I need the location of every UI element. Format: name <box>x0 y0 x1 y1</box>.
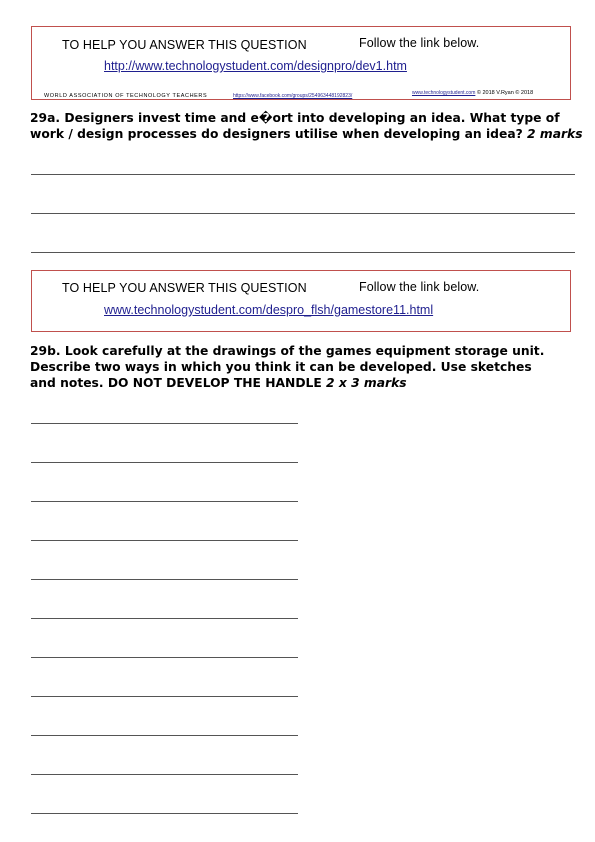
question-29b-text: 29b. Look carefully at the drawings of the games equipment storage unit. Describe two ways in which you think it can be developed. Use sketches and notes. DO NOT DEVELOP THE HANDLE <box>30 344 545 390</box>
answer-line[interactable] <box>31 696 298 697</box>
site-link[interactable]: www.technologystudent.com <box>412 90 476 96</box>
dev1-link[interactable]: http://www.technologystudent.com/designpro/dev1.htm <box>104 59 407 73</box>
answer-line[interactable] <box>31 213 575 214</box>
answer-line[interactable] <box>31 462 298 463</box>
follow-link-text: Follow the link below. <box>359 36 480 50</box>
answer-line[interactable] <box>31 501 298 502</box>
help-box-2 <box>31 270 571 332</box>
answer-line[interactable] <box>31 618 298 619</box>
answer-line[interactable] <box>31 579 298 580</box>
question-29a <box>30 110 585 142</box>
facebook-link[interactable]: https://www.facebook.com/groups/254963448192823/ <box>233 93 353 99</box>
question-29a-marks: 2 marks <box>527 127 583 141</box>
answer-line[interactable] <box>31 774 298 775</box>
gamestore-link[interactable]: www.technologystudent.com/despro_flsh/gamestore11.html <box>104 303 434 317</box>
copyright-text: © 2018 V.Ryan © 2018 <box>476 90 534 96</box>
question-29a-text: 29a. Designers invest time and e�ort into developing an idea. What type of work / design processes do designers utilise when developing an idea? <box>30 111 560 141</box>
help-box-1 <box>31 26 571 100</box>
answer-line[interactable] <box>31 174 575 175</box>
answer-line[interactable] <box>31 252 575 253</box>
watt-label: WORLD ASSOCIATION OF TECHNOLOGY TEACHERS <box>44 93 208 99</box>
copyright-footer <box>412 90 533 96</box>
follow-link-text: Follow the link below. <box>359 280 480 294</box>
question-29b-marks: 2 x 3 marks <box>326 376 407 390</box>
answer-line[interactable] <box>31 423 298 424</box>
answer-line[interactable] <box>31 813 298 814</box>
answer-line[interactable] <box>31 540 298 541</box>
help-heading: TO HELP YOU ANSWER THIS QUESTION <box>62 38 307 52</box>
answer-line[interactable] <box>31 657 298 658</box>
question-29b <box>30 343 555 391</box>
help-heading: TO HELP YOU ANSWER THIS QUESTION <box>62 281 307 295</box>
answer-line[interactable] <box>31 735 298 736</box>
